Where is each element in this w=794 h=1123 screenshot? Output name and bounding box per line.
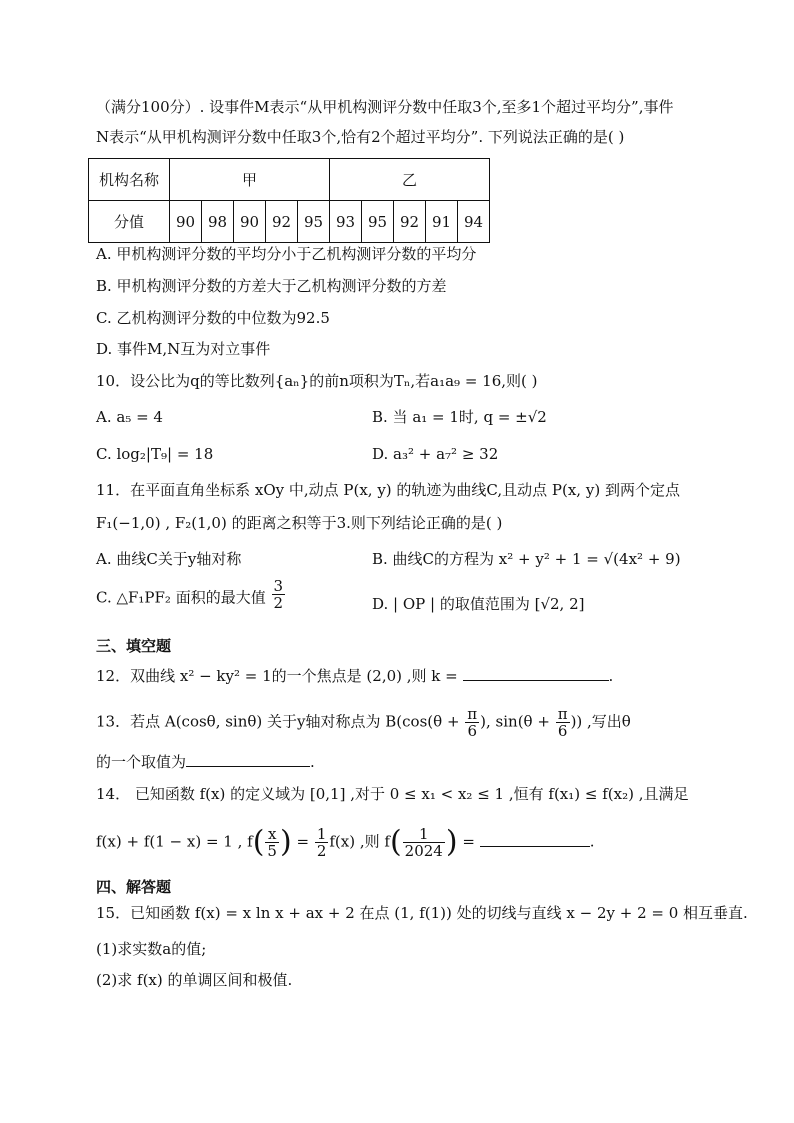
q13-suffix: . [310,753,315,771]
right-paren: ) [445,824,458,860]
fraction-numerator: π [467,705,478,723]
fraction-numerator: 1 [403,826,445,843]
q12-suffix: . [608,667,614,685]
table-cell: 95 [362,201,394,243]
score-table [88,158,490,243]
q10-option-b: B. 当 a₁ = 1时, q = ±√2 [372,408,547,426]
fraction-x-over-five [265,826,279,859]
table-cell: 94 [458,201,490,243]
fraction-denominator: 2024 [404,842,443,860]
q11-stem-line-1: 11．在平面直角坐标系 xOy 中,动点 P(x, y) 的轨迹为曲线C,且动点 P(x, y) 到两个定点 [96,481,680,499]
q15-part-1: (1)求实数a的值; [96,940,207,958]
fraction-numerator: 3 [273,577,284,595]
intro-line-2: N表示“从甲机构测评分数中任取3个,恰有2个超过平均分”. 下列说法正确的是( ) [96,128,625,146]
q9-option-d: D. 事件M,N互为对立事件 [96,340,271,358]
q13-line-2 [96,752,315,772]
q12-text: 12．双曲线 x² − ky² = 1的一个焦点是 (2,0) ,则 k = [96,667,458,685]
table-row-label: 分值 [89,201,170,243]
fraction-three-halves [272,578,286,611]
table-cell: 93 [330,201,362,243]
q10-stem: 10．设公比为q的等比数列{aₙ}的前n项积为Tₙ,若a₁a₉ = 16,则( ) [96,372,538,390]
left-paren: ( [252,824,265,860]
fraction-numerator: x [265,826,279,843]
q13-part-1: 13．若点 A(cosθ, sinθ) 关于y轴对称点为 B(cos(θ + [96,712,460,731]
fraction-numerator: π [557,705,568,723]
q10-option-d: D. a₃² + a₇² ≥ 32 [372,445,499,463]
q14-suffix: . [589,832,595,851]
table-cell: 90 [170,201,202,243]
q14-line-2 [96,826,594,859]
q11-option-c [96,577,286,612]
q12-answer-blank [463,666,609,681]
table-cell: 92 [266,201,298,243]
intro-line-1: （满分100分）. 设事件M表示“从甲机构测评分数中任取3个,至多1个超过平均分”,事件 [96,98,674,116]
q11-stem-line-2: F₁(−1,0) , F₂(1,0) 的距离之积等于3.则下列结论正确的是( ) [96,514,503,532]
q14-part-d: = [462,832,475,851]
section-answer-heading: 四、解答题 [96,878,172,896]
fraction-denominator: 2 [316,842,327,860]
table-cell: 90 [234,201,266,243]
q13-line-1 [96,706,631,739]
table-cell: 91 [426,201,458,243]
fraction-denominator: 6 [557,722,568,740]
q10-option-c: C. log₂|T₉| = 18 [96,445,214,463]
section-fill-blank-heading: 三、填空题 [96,637,172,655]
table-cell: 92 [394,201,426,243]
fraction-denominator: 5 [267,842,277,860]
q11-option-d: D. | OP | 的取值范围为 [√2, 2] [372,595,585,613]
q9-option-b: B. 甲机构测评分数的方差大于乙机构测评分数的方差 [96,277,447,295]
fraction-one-over-2024 [403,826,445,859]
q10-option-a: A. a₅ = 4 [96,408,163,426]
table-cell: 95 [298,201,330,243]
fraction-denominator: 2 [273,594,284,612]
q11-option-b: B. 曲线C的方程为 x² + y² + 1 = √(4x² + 9) [372,550,681,568]
fraction-pi-over-six [556,706,570,739]
q13-part-2: ), sin(θ + [480,712,550,731]
q11-option-a: A. 曲线C关于y轴对称 [96,550,242,568]
q11-option-c-text: C. △F₁PF₂ 面积的最大值 [96,588,266,607]
q13-answer-blank [186,752,310,767]
q15-part-2: (2)求 f(x) 的单调区间和极值. [96,971,293,989]
table-group-a: 甲 [170,159,330,201]
q14-part-c: f(x) ,则 f [329,832,390,851]
q14-part-a: f(x) + f(1 − x) = 1 , f [96,832,253,851]
q9-option-a: A. 甲机构测评分数的平均分小于乙机构测评分数的平均分 [96,245,477,263]
q14-line-1: 14． 已知函数 f(x) 的定义域为 [0,1] ,对于 0 ≤ x₁ < x₂ ≤ 1 ,恒有 f(x₁) ≤ f(x₂) ,且满足 [96,785,689,803]
table-group-b: 乙 [330,159,490,201]
q14-part-b: = [296,832,310,851]
fraction-denominator: 6 [467,722,477,740]
q13-line-2-text: 的一个取值为 [96,753,187,771]
q12 [96,666,613,686]
table-header-label: 机构名称 [89,159,170,201]
fraction-numerator: 1 [316,825,327,843]
fraction-pi-over-six [465,706,479,739]
q14-answer-blank [480,832,590,847]
q9-option-c: C. 乙机构测评分数的中位数为92.5 [96,309,330,327]
q15-stem: 15．已知函数 f(x) = x ln x + ax + 2 在点 (1, f(1)) 处的切线与直线 x − 2y + 2 = 0 相互垂直. [96,904,748,922]
right-paren: ) [279,824,292,860]
left-paren: ( [389,824,402,860]
q13-part-3: )) ,写出θ [570,712,631,731]
table-cell: 98 [202,201,234,243]
fraction-one-half [315,826,329,859]
